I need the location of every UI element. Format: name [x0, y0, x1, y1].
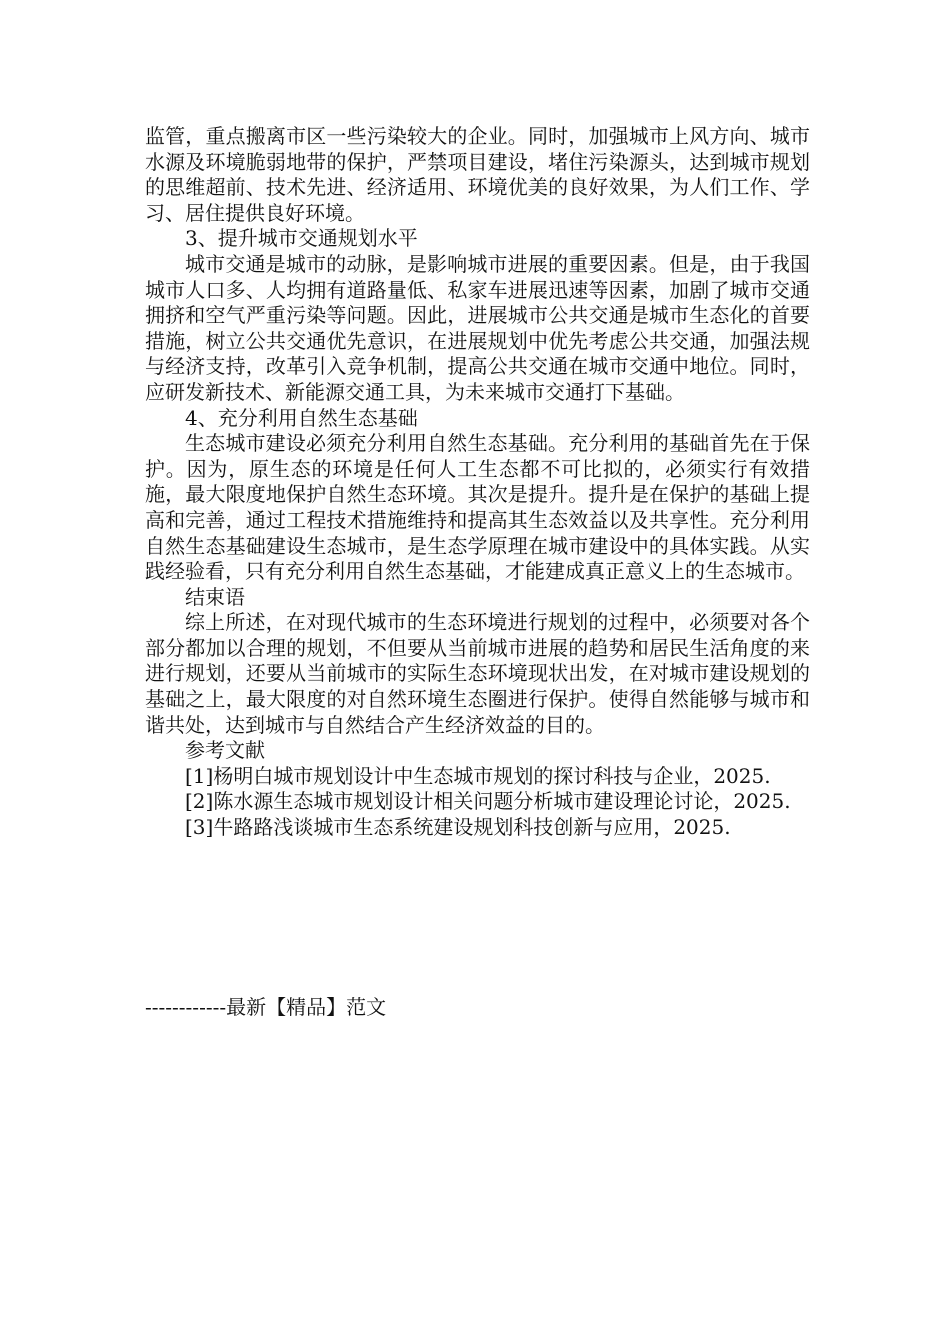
- reference-item-2: [2]陈水源生态城市规划设计相关问题分析城市建设理论讨论，2025.: [185, 789, 791, 814]
- references-heading: 参考文献: [185, 738, 265, 763]
- reference-item-3: [3]牛路路浅谈城市生态系统建设规划科技创新与应用，2025.: [185, 815, 731, 840]
- section-heading-3: 3、提升城市交通规划水平: [185, 226, 418, 251]
- footer-label: ------------最新【精品】范文: [145, 995, 387, 1019]
- reference-item-1: [1]杨明白城市规划设计中生态城市规划的探讨科技与企业，2025.: [185, 763, 771, 788]
- conclusion-heading: 结束语: [185, 584, 245, 609]
- paragraph-conclusion: 综上所述，在对现代城市的生态环境进行规划的过程中，必须要对各个部分都加以合理的规划，不但要从当前城市进展的趋势和居民生活角度的来进行规划，还要从当前城市的实际生态环境现状出发，在对城市建设规划的基础之上，最大限度的对自然环境生态圈进行保护。使得自然能够与城市和谐共处，达到城市与自然结合产生经济效益的目的。: [145, 610, 810, 737]
- section-heading-4: 4、充分利用自然生态基础: [185, 405, 418, 430]
- paragraph-ecology: 生态城市建设必须充分利用自然生态基础。充分利用的基础首先在于保护。因为，原生态的环境是任何人工生态都不可比拟的，必须实行有效措施，最大限度地保护自然生态环境。其次是提升。提升是在保护的基础上提高和完善，通过工程技术措施维持和提高其生态效益以及共享性。充分利用自然生态基础建设生态城市，是生态学原理在城市建设中的具体实践。从实践经验看，只有充分利用自然生态基础，才能建成真正意义上的生态城市。: [145, 431, 810, 584]
- document-body: [145, 124, 810, 841]
- paragraph-intro-continued: 监管，重点搬离市区一些污染较大的企业。同时，加强城市上风方向、城市水源及环境脆弱地带的保护，严禁项目建设，堵住污染源头，达到城市规划的思维超前、技术先进、经济适用、环境优美的良好效果，为人们工作、学习、居住提供良好环境。: [145, 124, 810, 225]
- paragraph-traffic: 城市交通是城市的动脉，是影响城市进展的重要因素。但是，由于我国城市人口多、人均拥有道路量低、私家车进展迅速等因素，加剧了城市交通拥挤和空气严重污染等问题。因此，进展城市公共交通是城市生态化的首要措施，树立公共交通优先意识，在进展规划中优先考虑公共交通，加强法规与经济支持，改革引入竞争机制，提高公共交通在城市交通中地位。同时，应研发新技术、新能源交通工具，为未来城市交通打下基础。: [145, 251, 810, 404]
